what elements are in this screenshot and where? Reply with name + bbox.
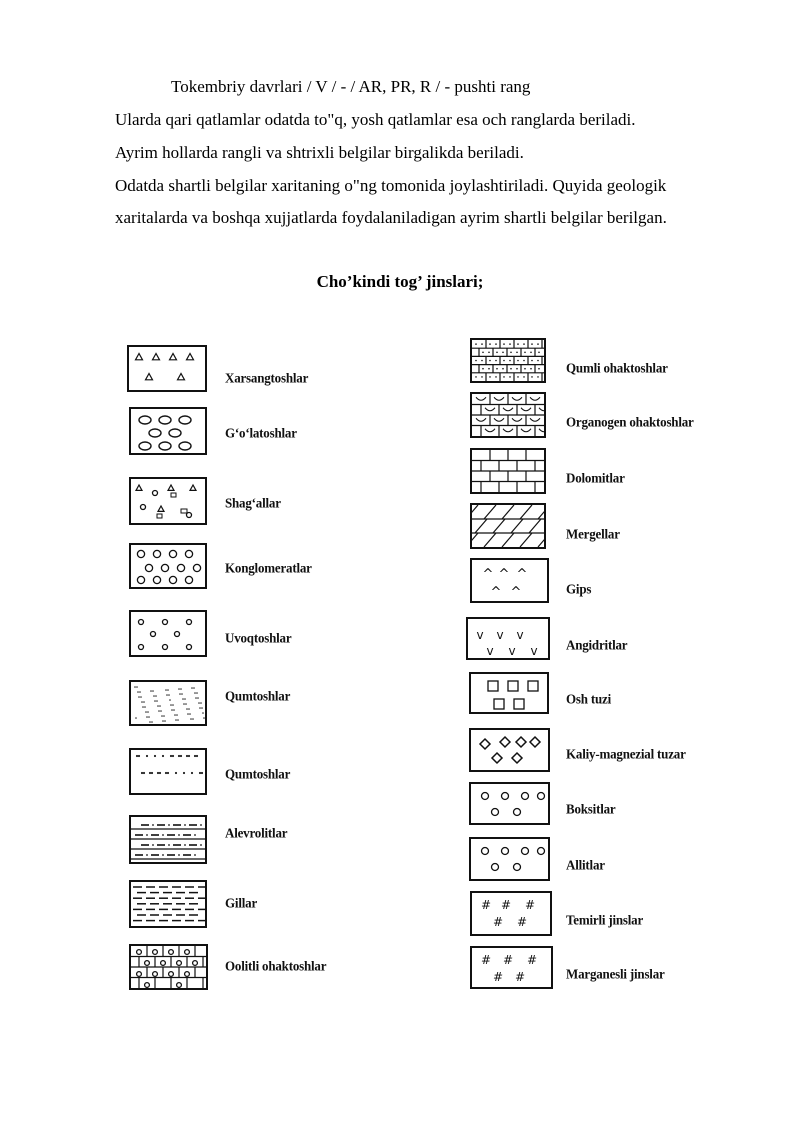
svg-text:v: v [516, 628, 524, 642]
legend-swatch-bricks [470, 448, 546, 494]
legend-swatch-dash-dot-lines [129, 815, 207, 864]
svg-text:#: # [514, 970, 526, 984]
legend-label: Osh tuzi [566, 690, 611, 707]
legend-label: Gillar [225, 894, 258, 911]
paragraph-line-2: Ularda qari qatlamlar odatda to"q, yosh qatlamlar esa och ranglarda beriladi. [115, 110, 636, 129]
svg-text:^: ^ [490, 585, 502, 600]
legend-label: Uvoqtoshlar [225, 629, 292, 646]
legend-label: Boksitlar [566, 800, 616, 817]
legend-label: Organogen ohaktoshlar [566, 413, 694, 430]
svg-text:#: # [492, 970, 504, 984]
legend-label: Allitlar [566, 856, 605, 873]
paragraph-line-5: xaritalarda va boshqa xujjatlarda foydalaniladigan ayrim shartli belgilar berilgan. [115, 208, 667, 227]
svg-text:#: # [502, 953, 514, 967]
legend-label: Qumtoshlar [225, 765, 291, 782]
legend-swatch-bricks-shells [470, 392, 546, 438]
legend-label: Qumli ohaktoshlar [566, 359, 668, 376]
legend-swatch-squares [469, 672, 549, 714]
legend-label: Mergellar [566, 525, 620, 542]
legend-label: Temirli jinslar [566, 911, 644, 928]
svg-text:#: # [526, 953, 538, 967]
svg-text:#: # [480, 953, 492, 967]
svg-text:#: # [480, 898, 492, 912]
legend-swatch-bricks-dots [470, 338, 546, 383]
legend-label: Kaliy-magnezial tuzar [566, 745, 686, 762]
svg-text:v: v [508, 644, 516, 658]
svg-text:^: ^ [482, 567, 494, 582]
legend-swatch-bricks-circles [129, 944, 208, 990]
svg-text:#: # [492, 915, 504, 929]
svg-text:^: ^ [498, 567, 510, 582]
legend-label: Oolitli ohaktoshlar [225, 957, 327, 974]
section-heading: Cho’kindi tog’ jinslari; [316, 272, 484, 291]
legend-swatch-mixed-pebbles [129, 477, 207, 525]
legend-label: G‘o‘latoshlar [225, 424, 297, 441]
legend-swatch-dots-sparse [129, 748, 207, 795]
legend-swatch-circles-open [469, 837, 550, 881]
legend-swatch-triangles [127, 345, 207, 392]
legend-label: Marganesli jinslar [566, 965, 665, 982]
svg-text:#: # [524, 898, 536, 912]
legend-swatch-hashes-italic [470, 946, 553, 989]
svg-text:v: v [476, 628, 484, 642]
svg-text:v: v [496, 628, 504, 642]
legend-swatch-hashes [470, 891, 552, 936]
svg-text:#: # [500, 898, 512, 912]
legend-swatch-carets [470, 558, 549, 603]
svg-text:^: ^ [516, 567, 528, 582]
legend-swatch-circles-dense [129, 543, 207, 589]
legend-swatch-vees [466, 617, 550, 660]
legend-label: Gips [566, 580, 592, 597]
svg-text:v: v [530, 644, 538, 658]
legend-label: Shag‘allar [225, 494, 281, 511]
legend-swatch-ovals [129, 407, 207, 455]
legend-swatch-dots-fine [129, 680, 207, 726]
paragraph-line-3: Ayrim hollarda rangli va shtrixli belgilar birgalikda beriladi. [115, 143, 524, 162]
legend-label: Konglomeratlar [225, 559, 312, 576]
svg-text:^: ^ [510, 585, 522, 600]
paragraph-line-4: Odatda shartli belgilar xaritaning o"ng tomonida joylashtiriladi. Quyida geologik [115, 176, 667, 195]
legend-swatch-dashes [129, 880, 207, 928]
legend-label: Dolomitlar [566, 469, 625, 486]
legend-label: Qumtoshlar [225, 687, 291, 704]
legend-label: Xarsangtoshlar [225, 369, 309, 386]
paragraph-line-1: Tokembriy davrlari / V / - / AR, PR, R / - pushti rang [171, 77, 531, 96]
legend-swatch-bricks-diagonal [470, 503, 546, 549]
svg-text:#: # [516, 915, 528, 929]
legend-swatch-circles-open [469, 782, 550, 825]
legend-swatch-diamonds [469, 728, 550, 772]
svg-text:v: v [486, 644, 494, 658]
legend-label: Alevrolitlar [225, 824, 288, 841]
legend-swatch-circles-small [129, 610, 207, 657]
legend-label: Angidritlar [566, 636, 628, 653]
